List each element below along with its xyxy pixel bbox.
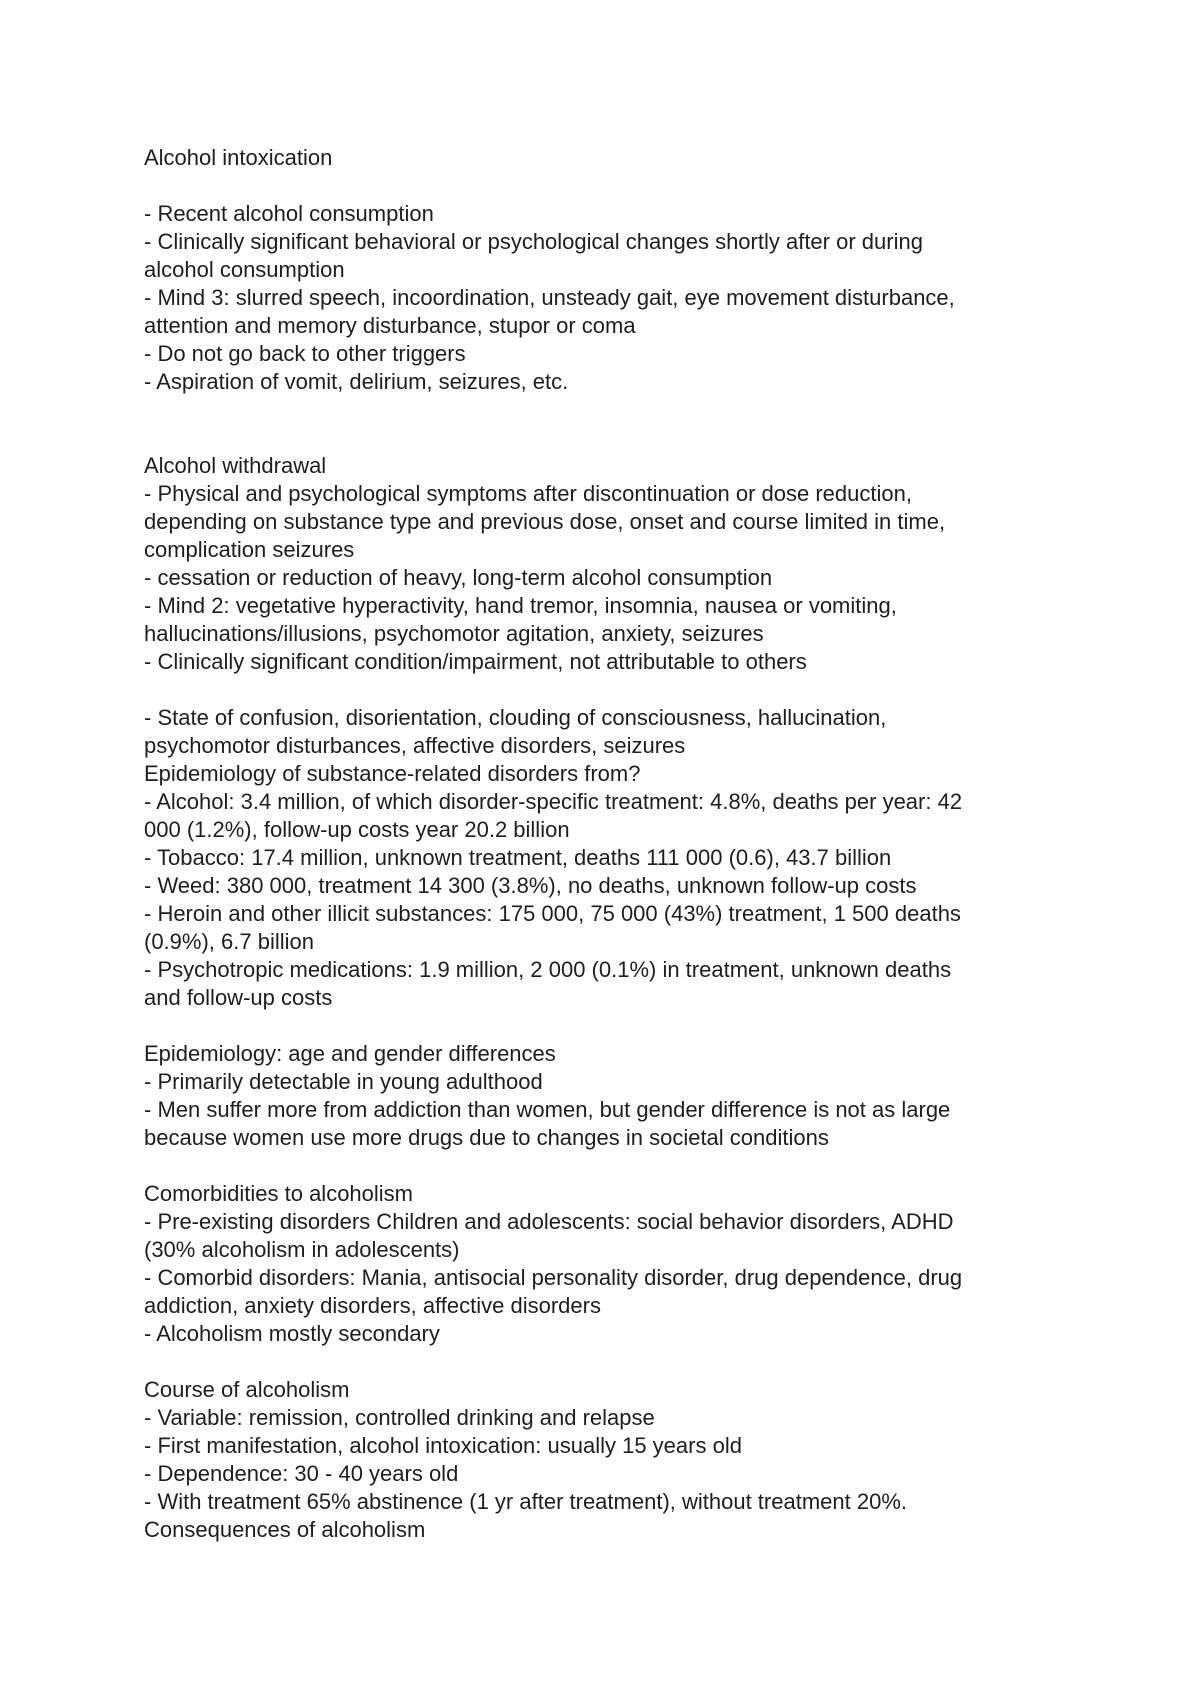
section-heading-consequences: Consequences of alcoholism — [144, 1517, 426, 1542]
blank-line — [144, 1012, 1064, 1040]
blank-line — [144, 1152, 1064, 1180]
text-line: psychomotor disturbances, affective disorders, seizures — [144, 733, 686, 758]
text-line: (30% alcoholism in adolescents) — [144, 1237, 460, 1262]
blank-line — [144, 424, 1064, 452]
text-line: - Do not go back to other triggers — [144, 341, 466, 366]
text-line: - With treatment 65% abstinence (1 yr after treatment), without treatment 20%. — [144, 1489, 907, 1514]
text-line: - Men suffer more from addiction than women, but gender difference is not as large — [144, 1097, 951, 1122]
text-line: and follow-up costs — [144, 985, 333, 1010]
text-line: - Clinically significant behavioral or psychological changes shortly after or during — [144, 229, 923, 254]
blank-line — [144, 676, 1064, 704]
text-line: - Tobacco: 17.4 million, unknown treatment, deaths 111 000 (0.6), 43.7 billion — [144, 845, 892, 870]
text-line: - Recent alcohol consumption — [144, 201, 434, 226]
section-heading-comorbidities: Comorbidities to alcoholism — [144, 1181, 413, 1206]
text-line: - First manifestation, alcohol intoxication: usually 15 years old — [144, 1433, 742, 1458]
text-line: - Alcohol: 3.4 million, of which disorder-specific treatment: 4.8%, deaths per year: 42 — [144, 789, 963, 814]
text-line: attention and memory disturbance, stupor or coma — [144, 313, 636, 338]
text-line: (0.9%), 6.7 billion — [144, 929, 314, 954]
text-line: - Weed: 380 000, treatment 14 300 (3.8%), no deaths, unknown follow-up costs — [144, 873, 917, 898]
text-line: - Aspiration of vomit, delirium, seizures, etc. — [144, 369, 569, 394]
section-heading-course: Course of alcoholism — [144, 1377, 350, 1402]
text-line: - Variable: remission, controlled drinking and relapse — [144, 1405, 655, 1430]
document-body — [144, 144, 1064, 1544]
text-line: because women use more drugs due to changes in societal conditions — [144, 1125, 829, 1150]
text-line: - Comorbid disorders: Mania, antisocial personality disorder, drug dependence, drug — [144, 1265, 963, 1290]
text-line: - Alcoholism mostly secondary — [144, 1321, 440, 1346]
text-line: - Mind 2: vegetative hyperactivity, hand tremor, insomnia, nausea or vomiting, — [144, 593, 897, 618]
section-heading-age-gender: Epidemiology: age and gender differences — [144, 1041, 556, 1066]
text-line: 000 (1.2%), follow-up costs year 20.2 billion — [144, 817, 570, 842]
text-line: - cessation or reduction of heavy, long-term alcohol consumption — [144, 565, 773, 590]
text-line: - Mind 3: slurred speech, incoordination, unsteady gait, eye movement disturbance, — [144, 285, 955, 310]
text-line: - Psychotropic medications: 1.9 million, 2 000 (0.1%) in treatment, unknown deaths — [144, 957, 952, 982]
text-line: hallucinations/illusions, psychomotor agitation, anxiety, seizures — [144, 621, 764, 646]
section-heading-alcohol-withdrawal: Alcohol withdrawal — [144, 453, 327, 478]
text-line: - Clinically significant condition/impairment, not attributable to others — [144, 649, 807, 674]
text-line: - Pre-existing disorders Children and adolescents: social behavior disorders, ADHD — [144, 1209, 954, 1234]
text-line: - Dependence: 30 - 40 years old — [144, 1461, 459, 1486]
blank-line — [144, 1348, 1064, 1376]
blank-line — [144, 396, 1064, 424]
text-line: - Primarily detectable in young adulthood — [144, 1069, 543, 1094]
section-heading-epidemiology: Epidemiology of substance-related disorders from? — [144, 761, 641, 786]
text-line: alcohol consumption — [144, 257, 345, 282]
text-line: - Physical and psychological symptoms after discontinuation or dose reduction, — [144, 481, 912, 506]
section-heading-alcohol-intoxication: Alcohol intoxication — [144, 145, 333, 170]
text-line: depending on substance type and previous dose, onset and course limited in time, — [144, 509, 946, 534]
text-line: - Heroin and other illicit substances: 175 000, 75 000 (43%) treatment, 1 500 deaths — [144, 901, 961, 926]
text-line: - State of confusion, disorientation, clouding of consciousness, hallucination, — [144, 705, 887, 730]
blank-line — [144, 172, 1064, 200]
text-line: addiction, anxiety disorders, affective disorders — [144, 1293, 601, 1318]
text-line: complication seizures — [144, 537, 355, 562]
